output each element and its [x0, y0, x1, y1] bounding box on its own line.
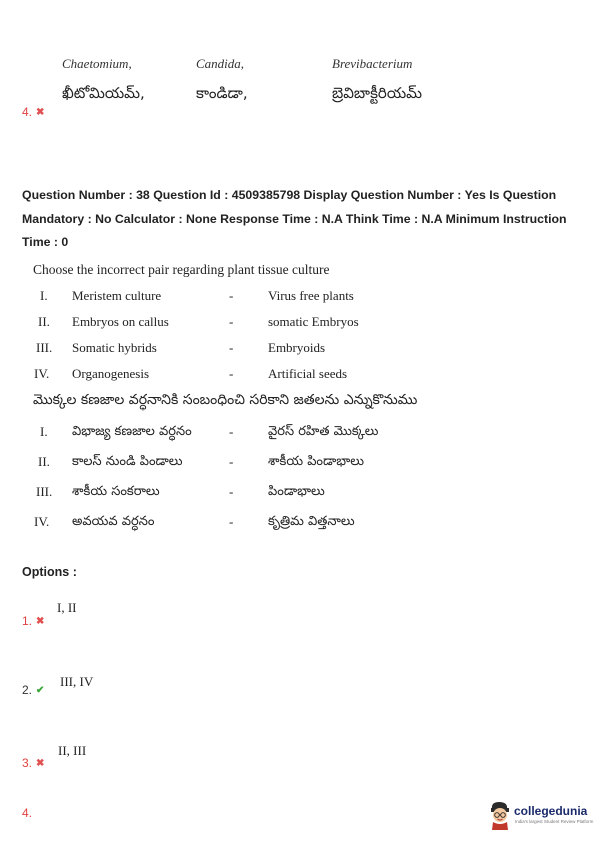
option-value-3: II, III: [58, 743, 87, 758]
pair-dash: -: [229, 288, 234, 303]
pair-left: శాకీయ సంకరాలు: [72, 484, 160, 499]
mascot-icon: [487, 800, 513, 830]
pair-dash: -: [229, 484, 234, 499]
pair-row: [0, 424, 595, 444]
question-meta: Question Number : 38 Question Id : 4509385798 Display Question Number : Yes Is Question Mandatory : No Calculator : None Response Time : N.A Think Time : N.A Minimum Instruction Time : 0: [22, 188, 567, 249]
pair-num: IV.: [34, 366, 50, 381]
cross-icon: ✖: [36, 758, 45, 769]
pair-dash: -: [229, 340, 234, 355]
pair-left: Organogenesis: [72, 366, 150, 381]
prev-name-te-2: కాండిడా,: [196, 84, 248, 102]
option-number: 4.: [22, 806, 33, 820]
prev-name-en-2: Candida,: [196, 56, 245, 71]
pair-dash: -: [229, 514, 234, 529]
pair-left: Somatic hybrids: [72, 340, 157, 355]
pair-num: III.: [36, 340, 53, 355]
prev-option-number: 4.: [22, 105, 33, 119]
pair-row: [0, 484, 595, 504]
option-value-1: I, II: [57, 600, 77, 615]
pair-num: II.: [38, 454, 50, 469]
pair-right: కృత్రిమ విత్తనాలు: [268, 514, 355, 529]
pair-row: [0, 340, 595, 360]
pair-left: Embryos on callus: [72, 314, 169, 329]
pair-right: Virus free plants: [268, 288, 354, 303]
pair-right: Artificial seeds: [268, 366, 348, 381]
prev-name-en-1: Chaetomium,: [62, 56, 132, 71]
prev-name-te-1: ఖీటోమియమ్,: [62, 84, 145, 102]
pair-right: Embryoids: [268, 340, 326, 355]
pair-left: విభాజ్య కణజాల వర్ధనం: [72, 424, 192, 439]
pair-right: somatic Embryos: [268, 314, 359, 329]
options-heading: Options :: [22, 565, 77, 579]
pair-left: కాలస్ నుండి పిండాలు: [72, 454, 183, 469]
option-number: 3.: [22, 756, 33, 770]
pair-left: అవయవ వర్ధనం: [72, 514, 155, 529]
pair-dash: -: [229, 454, 234, 469]
pair-left: Meristem culture: [72, 288, 162, 303]
pair-right: వైరస్ రహిత మొక్కలు: [268, 424, 379, 439]
prev-name-en-3: Brevibacterium: [332, 56, 413, 71]
brand-logo: [487, 800, 594, 830]
option-number: 2.: [22, 683, 33, 697]
option-3[interactable]: [22, 756, 44, 770]
question-stem-te: మొక్కల కణజాల వర్ధనానికి సంబంధించి సరికాని జతలను ఎన్నుకొనుము: [33, 392, 418, 408]
pair-dash: -: [229, 366, 234, 381]
pair-num: III.: [36, 484, 53, 499]
option-2[interactable]: [22, 683, 44, 697]
pair-row: [0, 454, 595, 474]
pair-dash: -: [229, 424, 234, 439]
check-icon: ✔: [36, 685, 45, 696]
cross-icon: ✖: [36, 107, 45, 118]
question-stem-en: Choose the incorrect pair regarding plant tissue culture: [33, 262, 330, 277]
prev-name-te-3: బ్రెవిబాక్టీరియమ్: [332, 84, 422, 102]
option-4[interactable]: [22, 806, 32, 820]
option-1[interactable]: [22, 614, 44, 628]
cross-icon: ✖: [36, 616, 45, 627]
brand-tagline: India's largest Student Review Platform: [515, 819, 594, 824]
option-value-2: III, IV: [60, 674, 94, 689]
pair-num: IV.: [34, 514, 50, 529]
prev-option-4: [22, 105, 44, 119]
pair-row: [0, 288, 595, 308]
pair-dash: -: [229, 314, 234, 329]
pair-num: II.: [38, 314, 50, 329]
pair-right: పిండాభాలు: [268, 484, 325, 499]
pair-right: శాకీయ పిండాభాలు: [268, 454, 364, 469]
pair-num: I.: [40, 424, 48, 439]
brand-name: collegedunia: [514, 804, 588, 818]
pair-num: I.: [40, 288, 48, 303]
pair-row: [0, 314, 595, 334]
option-number: 1.: [22, 614, 33, 628]
pair-row: [0, 514, 595, 534]
pair-row: [0, 366, 595, 386]
